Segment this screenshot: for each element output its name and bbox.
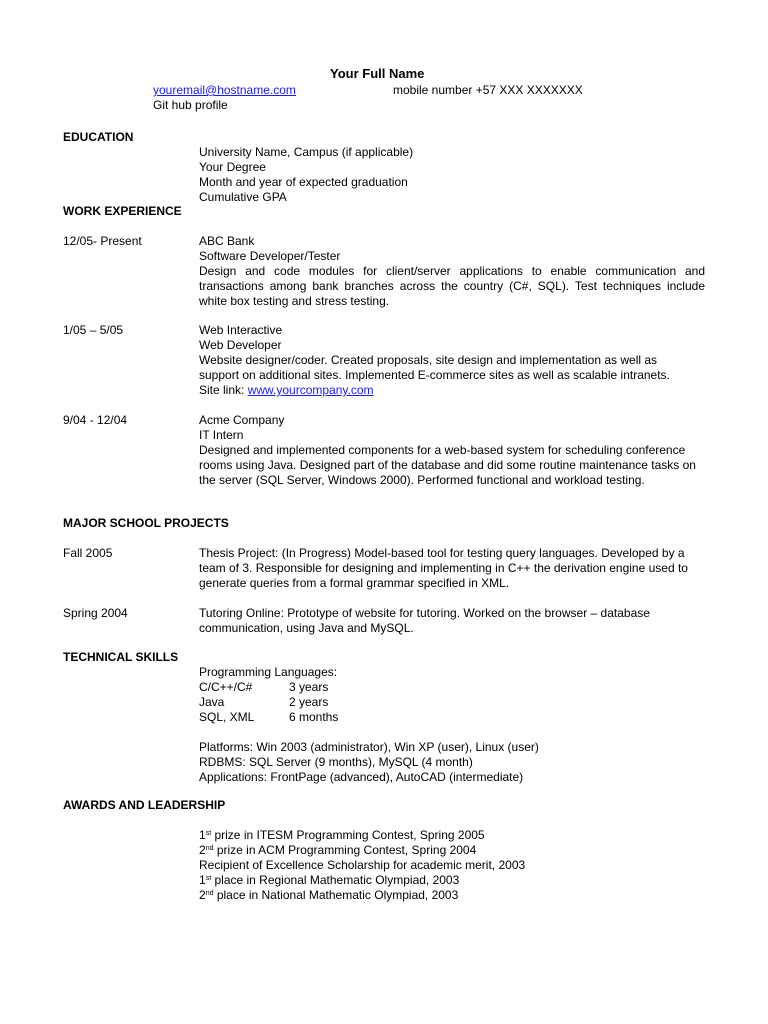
award-text: place in Regional Mathematic Olympiad, 2003 xyxy=(211,873,460,887)
award-rank: 2 xyxy=(199,843,206,857)
award-text: prize in ACM Programming Contest, Spring 2004 xyxy=(213,843,477,857)
work-entry xyxy=(199,413,697,488)
award-rank: 1 xyxy=(199,828,206,842)
award-rank-suffix: st xyxy=(205,830,212,837)
award-item xyxy=(199,828,485,843)
rdbms-line: RDBMS: SQL Server (9 months), MySQL (4 month) xyxy=(199,755,473,769)
mobile-number: mobile number +57 XXX XXXXXXX xyxy=(393,83,583,97)
work-date: 1/05 – 5/05 xyxy=(63,323,124,337)
skill-name: Java xyxy=(199,695,225,709)
project-date: Spring 2004 xyxy=(63,606,128,620)
skill-duration: 3 years xyxy=(289,680,329,694)
site-link-line xyxy=(199,383,689,398)
work-description: Website designer/coder. Created proposals, site design and implementation as well as support on additional sites. Implemented E-commerce sites as well as scalable intranets. xyxy=(199,353,670,382)
skill-duration: 6 months xyxy=(289,710,339,724)
work-role: IT Intern xyxy=(199,428,244,442)
project-description: Thesis Project: (In Progress) Model-based tool for testing query languages. Developed by a team of 3. Responsible for designing and implementing in C++ the derivation engine used to generate queries from a formal grammar specified in XML. xyxy=(199,546,688,590)
award-rank: 2 xyxy=(199,888,206,902)
work-description: Design and code modules for client/server applications to enable communication and transactions among bank branches across the country (C#, SQL). Test techniques include white box testing and stress testing. xyxy=(199,264,705,308)
skill-row xyxy=(199,710,338,725)
work-company: ABC Bank xyxy=(199,234,255,248)
work-entry xyxy=(199,234,705,309)
projects-heading: MAJOR SCHOOL PROJECTS xyxy=(63,516,229,530)
work-description: Designed and implemented components for a web-based system for scheduling conference rooms using Java. Designed part of the database and did some routine maintenance tasks on the server (SQL Server, Windows 2000). Performed functional and workload testing. xyxy=(199,443,696,487)
company-site-link[interactable]: www.yourcompany.com xyxy=(247,383,374,397)
award-item xyxy=(199,843,476,858)
skill-row xyxy=(199,680,328,695)
applications-line: Applications: FrontPage (advanced), AutoCAD (intermediate) xyxy=(199,770,524,784)
languages-label: Programming Languages: xyxy=(199,665,338,679)
award-text: place in National Mathematic Olympiad, 2003 xyxy=(213,888,459,902)
email-link[interactable]: youremail@hostname.com xyxy=(153,83,296,97)
education-line: Your Degree xyxy=(199,160,266,174)
education-heading: EDUCATION xyxy=(63,130,134,144)
skill-name: SQL, XML xyxy=(199,710,255,724)
award-item xyxy=(199,873,459,888)
awards-heading: AWARDS AND LEADERSHIP xyxy=(63,798,226,812)
work-role: Software Developer/Tester xyxy=(199,249,341,263)
skill-duration: 2 years xyxy=(289,695,329,709)
resume-name: Your Full Name xyxy=(330,66,425,81)
work-date: 12/05- Present xyxy=(63,234,142,248)
award-text: Recipient of Excellence Scholarship for academic merit, 2003 xyxy=(199,858,526,872)
award-rank-suffix: nd xyxy=(205,890,214,897)
work-company: Acme Company xyxy=(199,413,285,427)
education-details xyxy=(199,145,705,205)
project-date: Fall 2005 xyxy=(63,546,113,560)
award-item xyxy=(199,888,458,903)
work-role: Web Developer xyxy=(199,338,282,352)
work-entry xyxy=(199,323,689,398)
skill-name: C/C++/C# xyxy=(199,680,253,694)
award-rank-suffix: nd xyxy=(205,845,214,852)
education-line: Cumulative GPA xyxy=(199,190,287,204)
technical-skills-heading: TECHNICAL SKILLS xyxy=(63,650,179,664)
github-profile: Git hub profile xyxy=(153,98,228,112)
platforms-line: Platforms: Win 2003 (administrator), Win XP (user), Linux (user) xyxy=(199,740,539,754)
site-link-label: Site link: xyxy=(199,383,248,397)
education-line: University Name, Campus (if applicable) xyxy=(199,145,414,159)
education-line: Month and year of expected graduation xyxy=(199,175,408,189)
work-date: 9/04 - 12/04 xyxy=(63,413,128,427)
project-description: Tutoring Online: Prototype of website for tutoring. Worked on the browser – database communication, using Java and MySQL. xyxy=(199,606,650,635)
award-rank-suffix: st xyxy=(205,875,212,882)
work-experience-heading: WORK EXPERIENCE xyxy=(63,204,182,218)
award-text: prize in ITESM Programming Contest, Spring 2005 xyxy=(211,828,485,842)
skill-row xyxy=(199,695,328,710)
award-rank: 1 xyxy=(199,873,206,887)
work-company: Web Interactive xyxy=(199,323,283,337)
award-item xyxy=(199,858,525,873)
